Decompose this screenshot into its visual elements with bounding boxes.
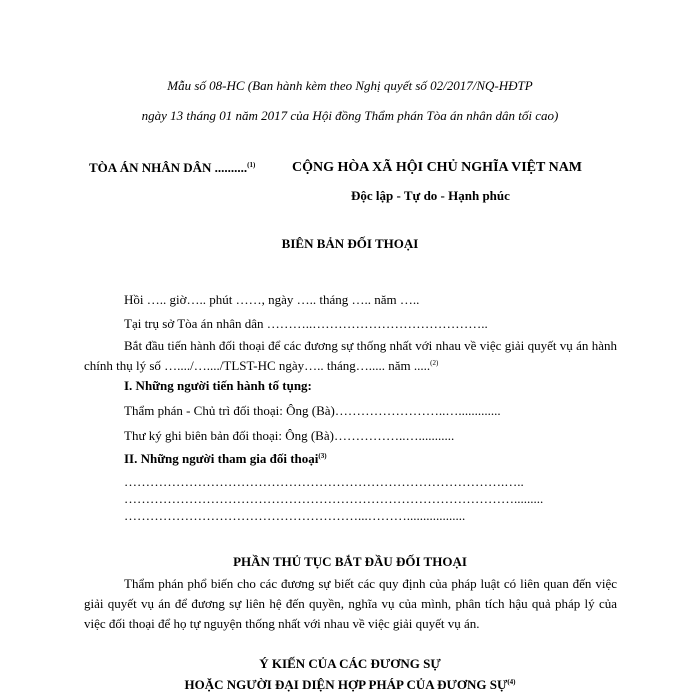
opinions-heading-1: Ý KIẾN CỦA CÁC ĐƯƠNG SỰ [259,656,441,671]
section-2-heading-text: II. Những người tham gia đối thoại [124,451,319,466]
court-name-text: TÒA ÁN NHÂN DÂN .......... [89,160,248,175]
participant-line-2: ………………………………………………………………………………......... [124,491,544,506]
court-name [89,160,255,176]
start-paragraph-footnote: (2) [430,359,439,367]
procedure-heading: PHẦN THỦ TỤC BẮT ĐẦU ĐỐI THOẠI [233,554,467,569]
document-title: BIÊN BẢN ĐỐI THOẠI [281,236,419,251]
place-line: Tại trụ sở Tòa án nhân dân ………..………………………………….. [124,316,488,331]
participant-line-1: …………………………………………………………………………….….. [124,474,524,489]
form-reference-line-1: Mẫu số 08-HC (Ban hành kèm theo Nghị quyết số 02/2017/NQ-HĐTP [167,78,533,93]
section-2-footnote: (3) [318,452,327,460]
procedure-paragraph-text: Thẩm phán phổ biến cho các đương sự biết các quy định của pháp luật có liên quan đến việc giải quyết vụ án để đương sự liên hệ đến quyền, nghĩa vụ của mình, phân tích hậu quả pháp lý của việc đối thoại để họ tự nguyện thống nhất với nhau về việc giải quyết vụ án. [84,576,617,631]
section-1-heading: I. Những người tiến hành tố tụng: [124,378,312,393]
court-name-footnote: (1) [247,161,256,169]
opinions-heading-2-text: HOẶC NGƯỜI ĐẠI DIỆN HỢP PHÁP CỦA ĐƯƠNG SỰ [184,677,508,692]
participant-line-3: ………………………………………………...……….................. [124,508,466,523]
judge-line: Thẩm phán - Chủ trì đối thoại: Ông (Bà)……………………..…............. [124,403,501,418]
national-title: CỘNG HÒA XÃ HỘI CHỦ NGHĨA VIỆT NAM [292,160,583,175]
start-paragraph [84,336,617,376]
opinions-heading-2 [0,677,700,693]
opinions-footnote: (4) [507,678,516,686]
start-paragraph-text: Bắt đầu tiến hành đối thoại để các đương sự thống nhất với nhau về việc giải quyết vụ án hành chính thụ lý số …..../…..../TLST-HC ngày….. tháng…..... năm ..... [84,338,617,373]
form-reference-line-2: ngày 13 tháng 01 năm 2017 của Hội đồng Thẩm phán Tòa án nhân dân tối cao) [141,108,559,123]
national-motto: Độc lập - Tự do - Hạnh phúc [351,188,510,203]
clerk-line: Thư ký ghi biên bản đối thoại: Ông (Bà)……………..…........... [124,428,455,443]
procedure-paragraph [84,574,617,634]
section-2-heading [124,451,327,467]
time-line: Hồi ….. giờ….. phút ……, ngày ….. tháng ….. năm ….. [124,292,420,307]
